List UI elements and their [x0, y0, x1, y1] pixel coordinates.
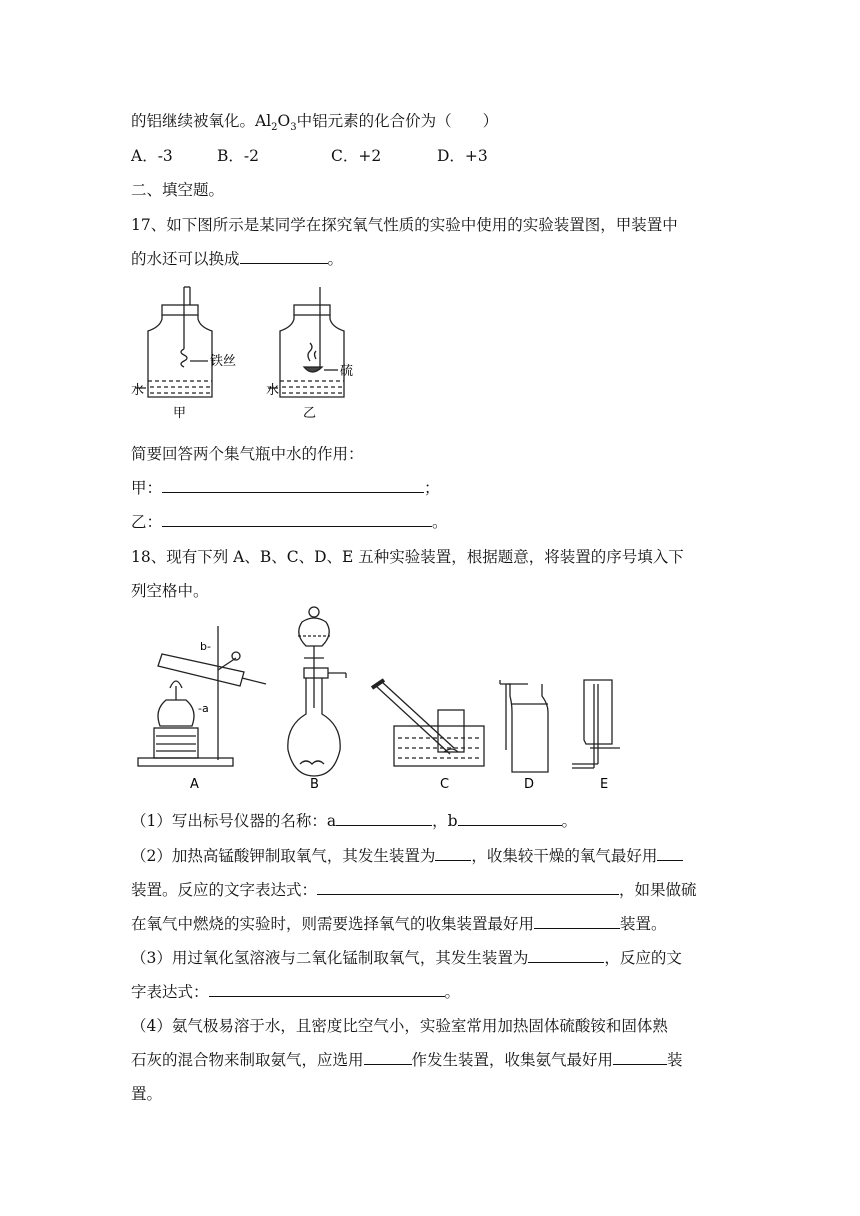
blank-p2-device[interactable]: [435, 846, 471, 861]
q18-p3-l2: [131, 982, 460, 1002]
p3-l1-a: （3）用过氧化氢溶液与二氧化锰制取氧气，其发生装置为: [131, 949, 529, 967]
p2-l2-a: 装置。反应的文字表达式：: [131, 881, 318, 899]
q18-p3-l1: [131, 948, 682, 968]
blank-p4-device[interactable]: [364, 1050, 412, 1065]
p2-l1-b: ，收集较干燥的氧气最好用: [471, 847, 658, 865]
answer-yi-label: 乙：: [131, 513, 163, 531]
q18-line2: 列空格中。: [131, 582, 209, 600]
p3-l2-b: 。: [444, 983, 461, 1001]
p2-l3-a: 在氧气中燃烧的实验时，则需要选择氧气的收集装置最好用: [131, 915, 535, 933]
blank-p2-equation[interactable]: [317, 880, 619, 895]
apparatus-label-b: B: [310, 777, 319, 792]
q18-p1: [131, 811, 577, 831]
q18-p4-l1: （4）氨气极易溶于水，且密度比空气小，实验室常用加热固体硫酸铵和固体熟: [131, 1017, 668, 1035]
apparatus-label-a: A: [190, 777, 199, 792]
q16-sub2: 3: [290, 122, 297, 134]
bottle-jia: [136, 287, 212, 397]
q17-figure: [128, 283, 368, 423]
q18-p2-l2: [131, 880, 697, 900]
q16-options: [131, 146, 488, 166]
p1-text-a: （1）写出标号仪器的名称：a: [131, 812, 337, 830]
q18-figure: [128, 600, 648, 800]
p1-text-b: ，b: [432, 812, 458, 830]
q16-text-mid: O: [277, 112, 291, 130]
p1-end: 。: [561, 812, 578, 830]
label-yi: 乙: [303, 406, 317, 421]
p3-l2-a: 字表达式：: [131, 983, 209, 1001]
answer-jia-end: ；: [424, 479, 440, 497]
option-b[interactable]: B．-2: [217, 147, 259, 165]
blank-p4-collect[interactable]: [613, 1050, 667, 1065]
apparatus-d: [500, 680, 548, 772]
q17-line2: [131, 249, 343, 269]
label-a-mark: -a: [198, 702, 209, 715]
label-b-mark: b-: [200, 640, 211, 653]
answer-jia-label: 甲：: [131, 479, 163, 497]
q17-line2-text: 的水还可以换成: [131, 250, 240, 268]
p2-l3-b: 装置。: [620, 915, 667, 933]
label-iron: 铁丝: [210, 354, 237, 369]
answer-yi-blank[interactable]: [162, 512, 432, 527]
blank-a[interactable]: [336, 811, 432, 826]
q18-p4-l3: 置。: [131, 1085, 163, 1103]
q18-p2-l3: [131, 914, 667, 934]
bottle-yi: [268, 287, 344, 397]
label-water-yi: 水: [266, 383, 280, 398]
apparatus-c: [372, 680, 484, 766]
p2-l1-a: （2）加热高锰酸钾制取氧气，其发生装置为: [131, 847, 436, 865]
apparatus-label-e: E: [600, 777, 609, 792]
q17-blank[interactable]: [240, 249, 328, 264]
q17-line1: 17、如下图所示是某同学在探究氧气性质的实验中使用的实验装置图，甲装置中: [131, 216, 678, 234]
p4-l2-c: 装: [667, 1051, 683, 1069]
apparatus-b: [288, 607, 346, 776]
option-c[interactable]: C．+2: [331, 147, 382, 165]
q16-stem: [131, 111, 498, 138]
label-sulfur: 硫: [340, 364, 354, 379]
label-jia: 甲: [173, 406, 187, 421]
q16-sub1: 2: [271, 122, 278, 134]
p4-l2-b: 作发生装置，收集氨气最好用: [411, 1051, 614, 1069]
q16-text-after: 中铝元素的化合价为（ ）: [296, 112, 499, 130]
q16-text-before: 的铝继续被氧化。Al: [131, 112, 272, 130]
blank-p3-equation[interactable]: [209, 982, 445, 997]
apparatus-label-d: D: [524, 777, 535, 792]
blank-p2-sulfur[interactable]: [534, 914, 620, 929]
p4-l2-a: 石灰的混合物来制取氨气，应选用: [131, 1051, 364, 1069]
blank-b[interactable]: [458, 811, 562, 826]
label-water-jia: 水: [131, 383, 145, 398]
option-a[interactable]: A．-3: [131, 147, 173, 165]
blank-p2-collect[interactable]: [657, 846, 683, 861]
q17-prompt: 简要回答两个集气瓶中水的作用：: [131, 445, 364, 463]
q17-answer-yi: [131, 512, 448, 532]
apparatus-e: [572, 680, 620, 768]
q18-p4-l2: [131, 1050, 683, 1070]
p3-l1-b: ，反应的文: [604, 949, 682, 967]
q18-line1: 18、现有下列 A、B、C、D、E 五种实验装置，根据题意，将装置的序号填入下: [131, 548, 684, 566]
blank-p3-device[interactable]: [528, 948, 604, 963]
option-d[interactable]: D．+3: [437, 147, 488, 165]
q17-line2-end: 。: [327, 250, 344, 268]
apparatus-label-c: C: [440, 777, 450, 792]
p2-l2-b: ，如果做硫: [619, 881, 697, 899]
section-title: 二、填空题。: [131, 181, 225, 199]
q17-answer-jia: [131, 478, 440, 498]
answer-jia-blank[interactable]: [162, 478, 424, 493]
answer-yi-end: 。: [432, 513, 448, 531]
q18-p2-l1: [131, 846, 683, 866]
